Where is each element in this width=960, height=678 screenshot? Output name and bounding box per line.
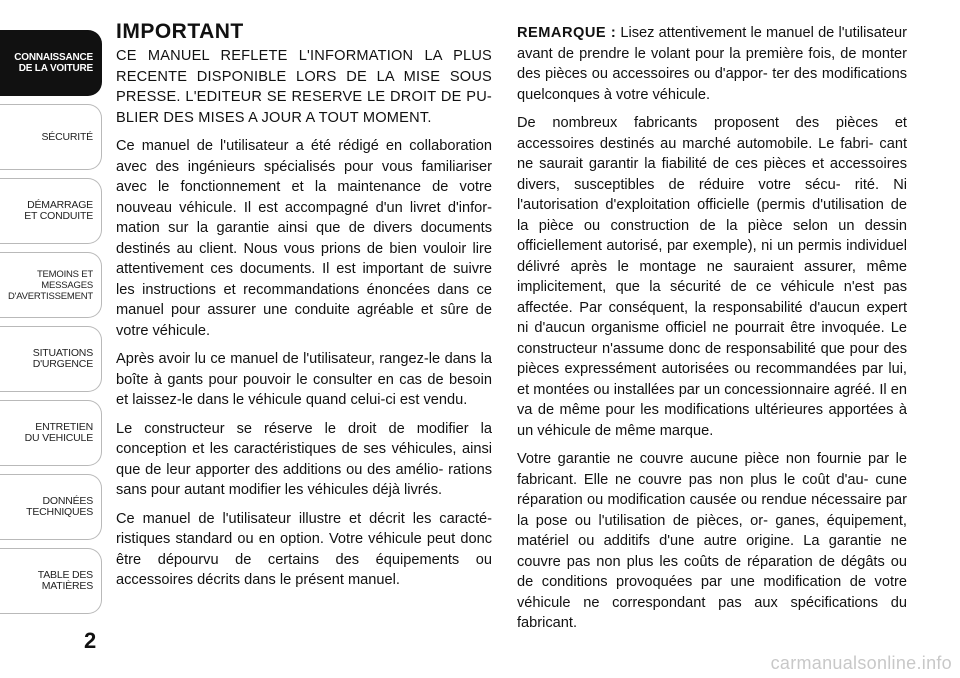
tab-label: DONNÉES TECHNIQUES bbox=[26, 495, 93, 518]
tab-label: ENTRETIEN DU VEHICULE bbox=[24, 421, 93, 444]
tab-entretien-du-vehicule[interactable] bbox=[0, 400, 102, 466]
tab-label: TABLE DES MATIÈRES bbox=[37, 569, 93, 592]
tab-temoins-et-messages[interactable] bbox=[0, 252, 102, 318]
tab-label: TEMOINS ET MESSAGES D'AVERTISSEMENT bbox=[7, 268, 93, 302]
body-paragraph: Le constructeur se réserve le droit de modifier la conception et les caractéristiques de ses véhicules, ainsi que de leur apporter des additions ou des amélio- rations sans pour autant modifier les véhicules déjà livrés. bbox=[116, 420, 492, 498]
tab-donnees-techniques[interactable] bbox=[0, 474, 102, 540]
tab-label: SÉCURITÉ bbox=[41, 130, 93, 143]
body-paragraph: Ce manuel de l'utilisateur illustre et décrit les caracté- ristiques standard ou en option. Votre véhicule peut donc être dépourvu de certains des équipements ou accessoires décrits dans le présent manuel. bbox=[116, 510, 492, 588]
tab-table-des-matieres[interactable] bbox=[0, 548, 102, 614]
body-paragraph: Votre garantie ne couvre aucune pièce non fournie par le fabricant. Elle ne couvre pas non plus le coût d'au- cune réparation ou modification causée ou rendue nécessaire par la pose ou l'utilisation de pièces, or- ganes, équipement, matériel ou additifs d'une autre origine. La garantie ne couvre pas non plus les coûts de réparation de dégâts ou de conditions provoquées par une modification de votre véhicule ne correspondant pas aux spécifications du fabricant. bbox=[517, 451, 907, 631]
remark-label: REMARQUE : bbox=[517, 25, 617, 41]
body-paragraph: Après avoir lu ce manuel de l'utilisateur, rangez-le dans la boîte à gants pour pouvoir le consulter en cas de besoin et laissez-le dans le véhicule quand celui-ci est vendu. bbox=[116, 351, 492, 408]
tab-demarrage-et-conduite[interactable] bbox=[0, 178, 102, 244]
remark-paragraph bbox=[517, 23, 907, 105]
watermark: carmanualsonline.info bbox=[770, 653, 952, 673]
page-number: 2 bbox=[84, 628, 97, 653]
section-heading: IMPORTANT bbox=[116, 20, 244, 43]
sidebar-navigation bbox=[0, 0, 104, 678]
body-paragraph: Ce manuel de l'utilisateur a été rédigé en collaboration avec des ingénieurs spécialisés pour vous familiariser avec le fonctionnement et la maintenance de votre nouveau véhicule. Il est accompagné d'un livret d'infor- mation sur la garantie ainsi que de divers documents destinés au client. Nous vous prions de bien vouloir lire attentivement ces documents. Il est important de suivre les instructions et recommandations énoncées dans ce manuel pour assurer une conduite agréable et sûre de votre véhicule. bbox=[116, 138, 492, 339]
remark-text: Lisez attentivement le manuel de l'utilisateur avant de prendre le volant pour la première fois, de monter des pièces ou accessoires ou d'appor- ter des modifications quelconques à votre véhicule. bbox=[517, 25, 907, 103]
tab-connaissance-de-la-voiture[interactable] bbox=[0, 30, 102, 96]
right-column bbox=[517, 23, 907, 642]
tab-label: SITUATIONS D'URGENCE bbox=[32, 347, 93, 370]
tab-label: DÉMARRAGE ET CONDUITE bbox=[24, 199, 93, 222]
left-column bbox=[116, 20, 492, 599]
tab-label: CONNAISSANCE DE LA VOITURE bbox=[14, 52, 93, 74]
tab-securite[interactable] bbox=[0, 104, 102, 170]
tab-situations-d-urgence[interactable] bbox=[0, 326, 102, 392]
caps-notice-paragraph: CE MANUEL REFLETE L'INFORMATION LA PLUS RECENTE DISPONIBLE LORS DE LA MISE SOUS PRESSE. L'EDITEUR SE RESERVE LE DROIT DE PU- BLIER DES MISES A JOUR A TOUT MOMENT. bbox=[116, 48, 492, 126]
body-paragraph: De nombreux fabricants proposent des pièces et accessoires destinés au marché automobile. Le fabri- cant ne saurait garantir la fiabilité de ces pièces et accessoires divers, susceptibles de réduire votre sécu- rité. Ni l'autorisation d'exploitation officielle (permis d'utilisation de la pièce ou construction de la pièce selon un dessin officiellement autorisé, par exemple), ni un permis individuel délivré après le montage ne sauraient assurer, même implicitement, que la sécurité de ce véhicule n'est pas affectée. Par conséquent, la responsabilité d'aucun expert ni d'aucun organisme officiel ne pourrait être invoquée. Le constructeur n'assume donc de responsabilité que pour des pièces expressément autorisées ou recommandées par lui, et montées ou installées par un concessionnaire agréé. Il en va de même pour les modifications ultérieures apportées à un véhicule de même marque. bbox=[517, 115, 907, 439]
